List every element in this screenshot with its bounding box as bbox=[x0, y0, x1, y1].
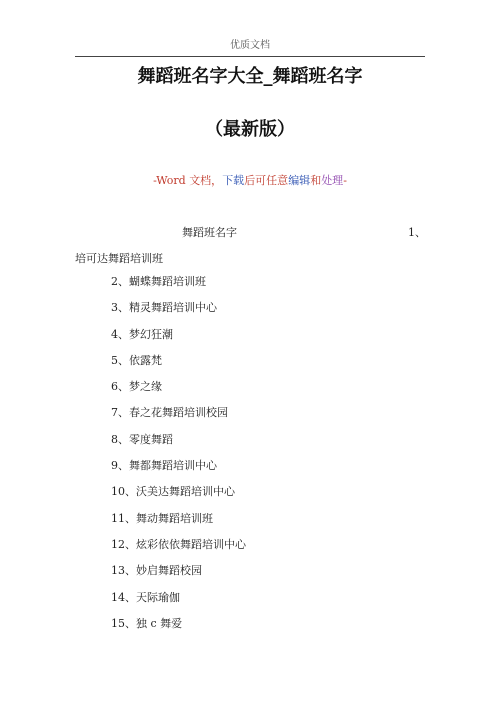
list-item: 8、零度舞蹈 bbox=[111, 432, 173, 446]
list-item: 15、独 c 舞爱 bbox=[111, 616, 183, 630]
note-segment: 和 bbox=[310, 174, 322, 187]
list-item: 13、妙启舞蹈校园 bbox=[111, 564, 202, 578]
list-item: 3、精灵舞蹈培训中心 bbox=[111, 301, 217, 315]
note-segment: 后可任意 bbox=[244, 174, 289, 187]
list-item-number: 1、 bbox=[408, 226, 426, 239]
word-document-note bbox=[0, 172, 500, 188]
list-item: 6、梦之缘 bbox=[111, 380, 162, 394]
document-title: 舞蹈班名字大全_舞蹈班名字 bbox=[137, 66, 363, 87]
page-header: 优质文档 bbox=[230, 40, 270, 51]
note-segment: 编辑 bbox=[288, 174, 311, 187]
note-segment: 下载 bbox=[222, 174, 245, 187]
dance-class-name-list bbox=[111, 274, 246, 642]
list-item: 14、天际瑜伽 bbox=[111, 590, 180, 604]
list-item: 4、梦幻狂潮 bbox=[111, 327, 173, 341]
list-item-name: 培可达舞蹈培训班 bbox=[75, 252, 163, 265]
list-item: 10、沃美达舞蹈培训中心 bbox=[111, 485, 235, 499]
note-segment: - bbox=[343, 174, 347, 187]
document-subtitle: （最新版） bbox=[205, 119, 295, 140]
list-item: 7、春之花舞蹈培训校园 bbox=[111, 406, 228, 420]
list-item: 11、舞动舞蹈培训班 bbox=[111, 511, 213, 525]
list-item: 12、炫彩依依舞蹈培训中心 bbox=[111, 537, 246, 551]
header-divider bbox=[75, 56, 425, 57]
list-item: 9、舞都舞蹈培训中心 bbox=[111, 459, 217, 473]
note-segment: -Word 文档， bbox=[153, 174, 223, 187]
list-item: 5、依露梵 bbox=[111, 353, 162, 367]
section-heading: 舞蹈班名字 bbox=[182, 226, 237, 239]
note-segment: 处理 bbox=[321, 174, 344, 187]
list-item: 2、蝴蝶舞蹈培训班 bbox=[111, 275, 206, 288]
